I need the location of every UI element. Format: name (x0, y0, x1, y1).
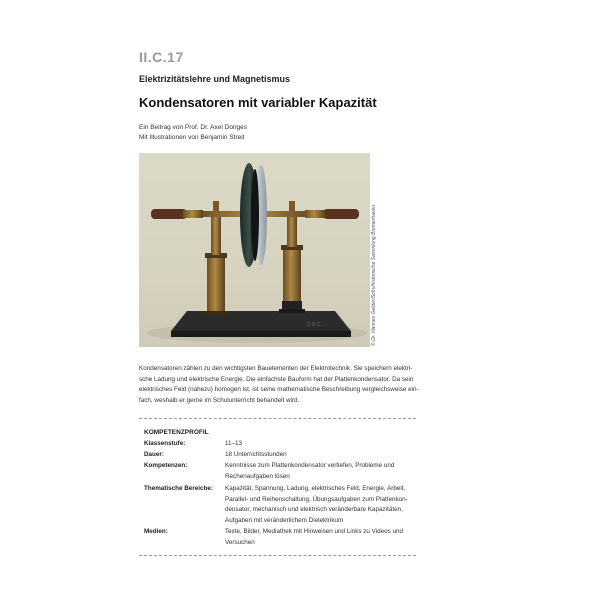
profile-label: Dauer: (144, 451, 164, 458)
intro-line: Kondensatoren zählen zu den wichtigsten Bauelementen der Elektrotechnik. Sie speichern elektri- (139, 365, 413, 372)
profile-value-line: Texte, Bilder, Mediathek mit Hinweisen und Links zu Videos und (225, 528, 404, 535)
profile-label: Medien: (144, 528, 168, 535)
intro-line: fach, weshalb er gerne im Schulunterricht behandelt wird. (139, 396, 300, 404)
profile-value (225, 527, 415, 548)
profile-value (225, 439, 415, 450)
document-title: Kondensatoren mit variabler Kapazität (139, 95, 377, 110)
divider-top (139, 418, 416, 419)
illustrator-line: Mit Illustrationen von Benjamin Streit (139, 134, 245, 141)
divider-bottom (139, 555, 416, 556)
profile-value (225, 461, 415, 482)
intro-paragraph (139, 364, 421, 406)
profile-value-line: 18 Unterrichtsstunden (225, 451, 287, 458)
subject-heading: Elektrizitätslehre und Magnetismus (139, 74, 291, 84)
capacitor-photo (139, 153, 370, 347)
profile-value-line: Versuchen (225, 538, 255, 546)
profile-value (225, 450, 415, 461)
profile-value (225, 484, 415, 526)
profile-label: Kompetenzen: (144, 462, 188, 469)
profile-label: Thematische Bereiche: (144, 485, 213, 492)
profile-value-line: Kenntnisse zum Plattenkondensator vertiefen, Probleme und (225, 462, 395, 469)
intro-line: sche Ladung und elektrische Energie. Die einfachste Bauform hat der Plattenkondensator. Da sein (139, 375, 414, 383)
profile-value-line: 11–13 (225, 440, 243, 447)
kompetenzprofil-heading: KOMPETENZPROFIL (144, 429, 209, 436)
intro-line: elektrisches Feld (nahezu) homogen ist, ist seine mathematische Beschreibung vergleichsweise ein- (139, 386, 419, 393)
profile-label: Klassenstufe: (144, 440, 186, 447)
profile-value-line: densator, mechanisch und elektrisch veränderbare Kapazitäten, (225, 506, 403, 513)
profile-value-line: Aufgaben mit veränderlichem Dielektrikum (225, 516, 344, 524)
profile-value-line: Rechenaufgaben lösen (225, 472, 290, 480)
profile-value-line: Kapazität, Spannung, Ladung, elektrisches Feld, Energie, Arbeit, (225, 485, 406, 492)
profile-value-line: Parallel- und Reihenschaltung, Übungsaufgaben zum Plattenkon- (225, 495, 408, 503)
author-line: Ein Beitrag von Prof. Dr. Axel Donges (139, 124, 248, 131)
svg-text:D.R.C.: D.R.C. (307, 322, 322, 328)
section-code: II.C.17 (139, 49, 184, 65)
photo-credit: © Dr. Hannes Gelder/Schulhistorische Sammlung Bremerhaven (371, 204, 377, 346)
